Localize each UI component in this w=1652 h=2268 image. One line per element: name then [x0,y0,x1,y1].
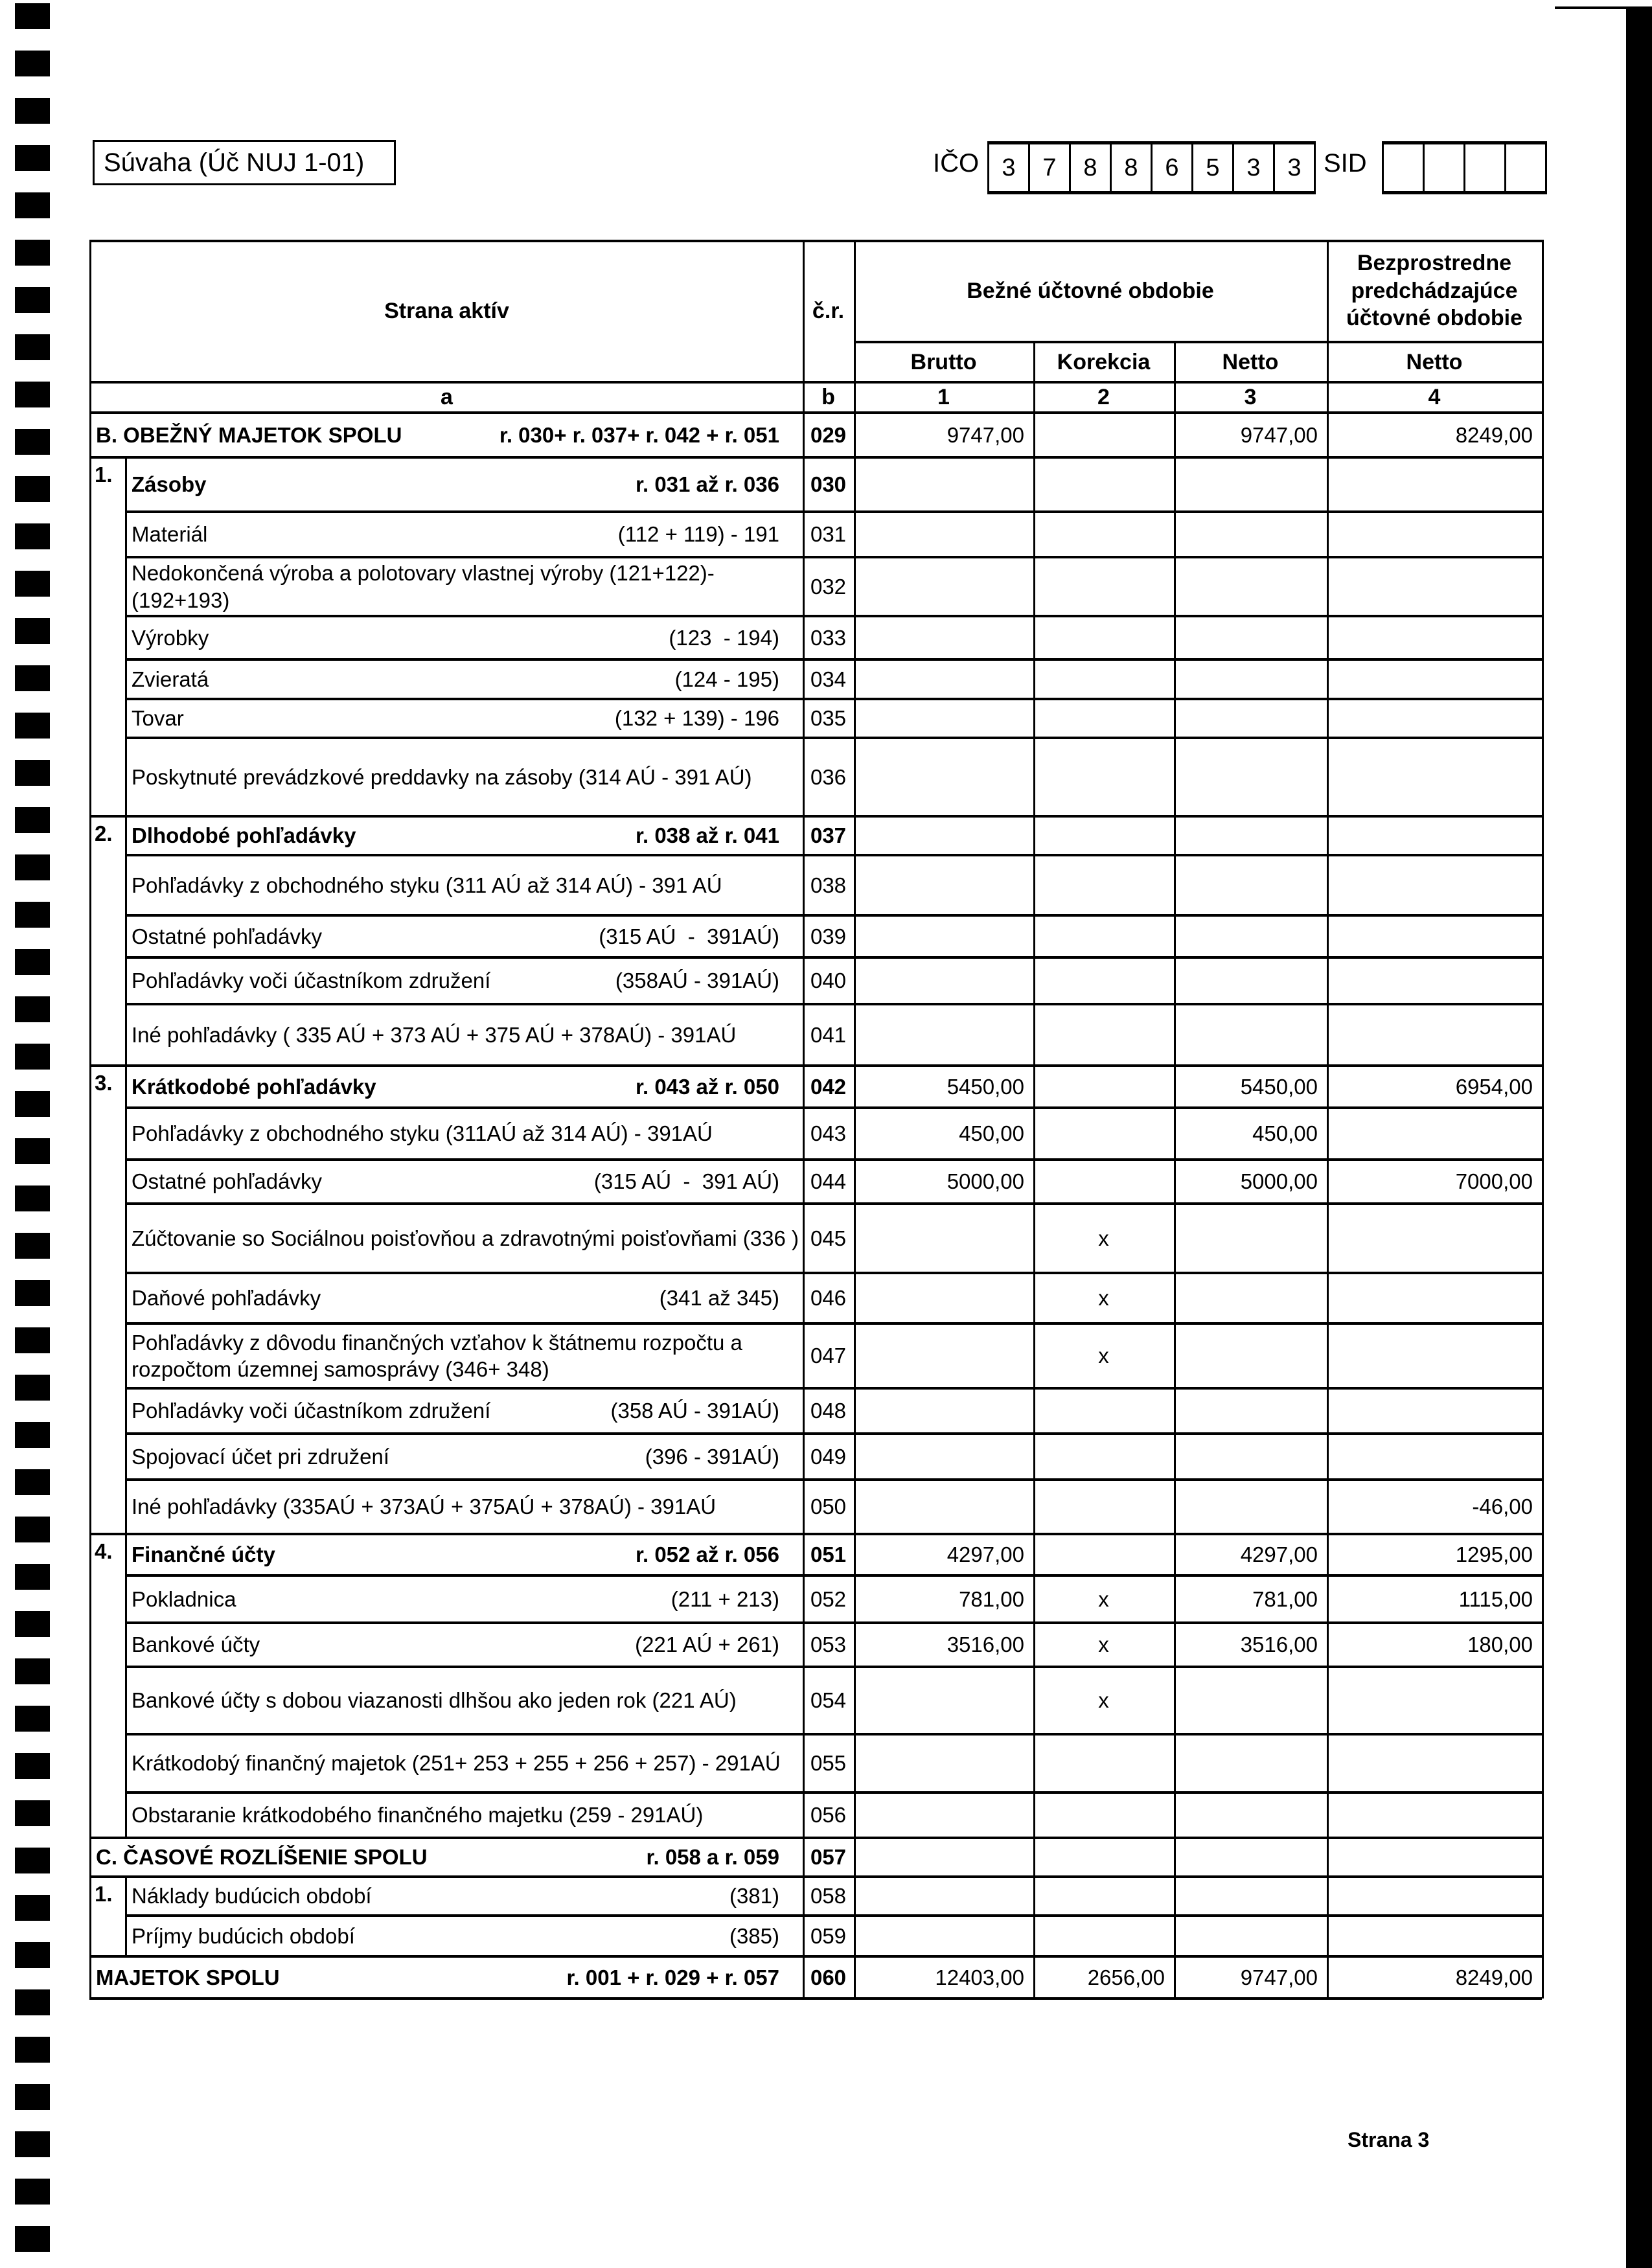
cell-netto[interactable]: 9747,00 [1240,422,1318,447]
cell-netto-prev[interactable] [1327,557,1542,616]
header-row-number: č.r. [812,298,845,323]
header-current-period: Bežné účtovné obdobie [967,278,1214,303]
cell-korekcia[interactable] [1033,816,1174,855]
cell-korekcia[interactable] [1033,1066,1174,1108]
cell-netto-prev[interactable]: 8249,00 [1455,422,1533,447]
cell-korekcia[interactable] [1033,616,1174,659]
cell-netto[interactable]: 3516,00 [1240,1632,1318,1657]
row-label-text: Dlhodobé pohľadávky [132,823,356,848]
row-label [128,1160,803,1204]
cell-korekcia[interactable] [1033,457,1174,512]
row-label-text: Iné pohľadávky ( 335 AÚ + 373 AÚ + 375 AÚ + 378AÚ) - 391AÚ [132,1022,737,1047]
digit-box[interactable]: 3 [989,144,1030,191]
index-3: 3 [1244,385,1257,410]
row-label-text: Príjmy budúcich období [132,1923,355,1948]
row-formula: (123 - 194) [669,625,779,650]
section-number: 4. [95,1539,113,1563]
row-label-text: Materiál [132,522,208,547]
cell-korekcia[interactable]: x [1098,1688,1109,1713]
cell-netto-prev[interactable] [1327,855,1542,915]
row-number: 053 [810,1632,847,1657]
row-label [128,1793,803,1838]
cell-korekcia[interactable] [1033,659,1174,699]
cell-brutto[interactable] [854,557,1033,616]
cell-netto-prev[interactable] [1327,1204,1542,1273]
digit-box[interactable]: 3 [1275,144,1316,191]
row-number: 029 [810,422,847,447]
cell-korekcia[interactable] [1033,512,1174,557]
row-label-text: C. ČASOVÉ ROZLÍŠENIE SPOLU [96,1845,428,1870]
cell-korekcia[interactable] [1033,1108,1174,1160]
row-label [128,738,803,816]
row-formula: (396 - 391AÚ) [645,1444,779,1469]
row-number: 059 [810,1923,847,1948]
cell-netto[interactable] [1174,659,1327,699]
row-label-text: Nedokončená výroba a polotovary vlastnej výroby (121+122)-(192+193) [132,561,715,612]
column-border [1542,240,1544,1999]
cell-brutto[interactable] [854,1793,1033,1838]
section-column-border [125,1066,127,1534]
cell-korekcia[interactable] [1033,413,1174,457]
cell-netto-prev[interactable]: 7000,00 [1455,1169,1533,1194]
cell-brutto[interactable] [854,699,1033,738]
row-label-text: Ostatné pohľadávky [132,924,322,948]
cell-korekcia[interactable] [1033,738,1174,816]
row-label [128,1108,803,1160]
cell-netto-prev[interactable] [1327,1838,1542,1877]
row-label-text: Tovar [132,706,184,731]
cell-netto[interactable] [1174,957,1327,1004]
cell-korekcia[interactable] [1033,855,1174,915]
section-column-border [125,457,127,816]
column-border [89,240,91,1999]
cell-netto[interactable] [1174,1434,1327,1480]
cell-korekcia[interactable] [1033,1160,1174,1204]
digit-box[interactable]: 7 [1030,144,1071,191]
cell-brutto[interactable]: 9747,00 [946,422,1024,447]
row-label-text: Pohľadávky z obchodného styku (311 AÚ až 314 AÚ) - 391 AÚ [132,873,722,897]
cell-brutto[interactable] [854,738,1033,816]
cell-netto-prev[interactable] [1327,1916,1542,1956]
row-label-text: Iné pohľadávky (335AÚ + 373AÚ + 375AÚ + 378AÚ) - 391AÚ [132,1495,717,1519]
cell-netto-prev[interactable] [1327,1667,1542,1734]
cell-korekcia[interactable] [1033,1838,1174,1877]
cell-netto-prev[interactable]: 1295,00 [1455,1542,1533,1567]
cell-brutto[interactable] [854,1838,1033,1877]
row-formula: (381) [729,1884,779,1908]
cell-korekcia[interactable]: x [1098,1586,1109,1611]
cell-korekcia[interactable] [1033,1793,1174,1838]
cell-netto-prev[interactable]: 1115,00 [1458,1586,1533,1611]
cell-netto[interactable] [1174,1273,1327,1323]
cell-korekcia[interactable] [1033,1534,1174,1575]
cell-netto-prev[interactable] [1327,1323,1542,1388]
cell-korekcia[interactable] [1033,1434,1174,1480]
cell-brutto[interactable]: 3516,00 [946,1632,1024,1657]
index-2: 2 [1097,385,1110,410]
header-netto-previous: Netto [1406,349,1463,374]
cell-netto-prev[interactable] [1327,957,1542,1004]
row-number: 032 [810,574,847,599]
row-formula: (358AÚ - 391AÚ) [615,968,779,993]
cell-netto[interactable]: 5000,00 [1240,1169,1318,1194]
row-label [92,1838,803,1877]
row-label [128,1623,803,1667]
row-label [128,1323,803,1388]
row-label-text: Pokladnica [132,1586,236,1611]
cell-korekcia[interactable] [1033,699,1174,738]
cell-brutto[interactable] [854,616,1033,659]
cell-korekcia[interactable]: x [1098,1632,1109,1657]
cell-netto-prev[interactable] [1327,1793,1542,1838]
row-label-text: Bankové účty [132,1632,260,1657]
row-label [128,1734,803,1793]
cell-brutto[interactable] [854,1734,1033,1793]
index-a: a [441,385,453,410]
header-korekcia: Korekcia [1057,349,1151,374]
row-label [128,557,803,616]
row-number: 031 [810,522,847,547]
row-formula: (124 - 195) [674,667,779,691]
cell-netto-prev[interactable] [1327,816,1542,855]
cell-netto[interactable] [1174,1734,1327,1793]
cell-korekcia[interactable] [1033,915,1174,957]
row-formula: r. 031 až r. 036 [635,472,779,497]
header-divider [854,341,1542,343]
cell-brutto[interactable] [854,457,1033,512]
digit-box[interactable]: 8 [1071,144,1112,191]
digit-box[interactable]: 3 [1234,144,1275,191]
cell-netto-prev[interactable] [1327,659,1542,699]
index-4: 4 [1428,385,1441,410]
section-column-border [125,1877,127,1956]
row-label [92,413,803,457]
cell-korekcia[interactable] [1033,1004,1174,1066]
digit-box[interactable]: 6 [1153,144,1193,191]
cell-brutto[interactable]: 12403,00 [935,1965,1024,1989]
cell-netto-prev[interactable] [1327,1734,1542,1793]
row-label-text: Pohľadávky z obchodného styku (311AÚ až 314 AÚ) - 391AÚ [132,1121,713,1146]
row-number: 039 [810,924,847,948]
cell-brutto[interactable]: 5450,00 [946,1074,1024,1099]
row-formula: (315 AÚ - 391AÚ) [599,924,779,948]
row-label-text: Pohľadávky z dôvodu finančných vzťahov k štátnemu rozpočtu a rozpočtom územnej samosprávy (346+ 348) [132,1330,742,1381]
row-number: 043 [810,1121,847,1146]
row-label-text: B. OBEŽNÝ MAJETOK SPOLU [96,422,402,447]
row-formula: (132 + 139) - 196 [614,706,779,731]
cell-netto[interactable] [1174,738,1327,816]
row-label [128,1877,803,1916]
table-border-bottom [89,1997,1542,2000]
cell-korekcia[interactable] [1033,1388,1174,1434]
cell-brutto[interactable]: 781,00 [959,1586,1024,1611]
cell-netto-prev[interactable] [1327,1273,1542,1323]
index-1: 1 [937,385,950,410]
cell-brutto[interactable] [854,1916,1033,1956]
row-label-text: Zúčtovanie so Sociálnou poisťovňou a zdravotnými poisťovňami (336 ) [132,1226,799,1250]
cell-brutto[interactable] [854,659,1033,699]
cell-korekcia[interactable]: x [1098,1344,1109,1368]
header-brutto: Brutto [910,349,977,374]
row-number: 042 [810,1074,847,1099]
cell-netto-prev[interactable] [1327,1877,1542,1916]
cell-korekcia[interactable] [1033,1877,1174,1916]
row-number: 054 [810,1688,847,1713]
row-label [128,1204,803,1273]
row-number: 051 [810,1542,847,1567]
row-label [128,957,803,1004]
cell-netto[interactable]: 450,00 [1252,1121,1318,1146]
cell-brutto[interactable] [854,512,1033,557]
index-b: b [821,385,835,410]
row-formula: (221 AÚ + 261) [635,1632,779,1657]
cell-brutto[interactable] [854,915,1033,957]
cell-brutto[interactable] [854,957,1033,1004]
row-formula: r. 001 + r. 029 + r. 057 [566,1965,779,1989]
cell-korekcia[interactable] [1033,1480,1174,1534]
cell-netto[interactable] [1174,1916,1327,1956]
cell-netto[interactable] [1174,1004,1327,1066]
row-formula: (315 AÚ - 391 AÚ) [593,1169,779,1194]
header-divider [89,381,1542,384]
page-number: Strana 3 [1348,2128,1430,2151]
row-number: 060 [810,1965,847,1989]
cell-netto[interactable] [1174,1323,1327,1388]
row-number: 050 [810,1495,847,1519]
row-formula: r. 030+ r. 037+ r. 042 + r. 051 [499,422,779,447]
ico-label: IČO [933,149,980,178]
row-label [128,1388,803,1434]
header-label: Strana aktív [384,298,509,323]
cell-brutto[interactable] [854,1204,1033,1273]
cell-brutto[interactable] [854,1273,1033,1323]
row-label-text: Výrobky [132,625,209,650]
section-number: 2. [95,821,113,845]
cell-netto[interactable]: 781,00 [1252,1586,1318,1611]
section-column-border [125,1534,127,1838]
table-border-top [89,240,1542,242]
row-label [128,915,803,957]
cell-brutto[interactable] [854,855,1033,915]
row-label-text: Zásoby [132,472,207,497]
row-number: 037 [810,823,847,848]
row-label-text: Finančné účty [132,1542,275,1567]
cell-korekcia[interactable]: x [1098,1226,1109,1250]
cell-netto[interactable] [1174,1667,1327,1734]
row-label [128,1273,803,1323]
cell-netto-prev[interactable] [1327,1434,1542,1480]
cell-korekcia[interactable] [1033,1916,1174,1956]
cell-netto[interactable]: 9747,00 [1240,1965,1318,1989]
row-label [128,1004,803,1066]
cell-brutto[interactable] [854,1434,1033,1480]
cell-netto[interactable] [1174,915,1327,957]
cell-korekcia[interactable] [1033,1734,1174,1793]
cell-netto-prev[interactable]: 6954,00 [1455,1074,1533,1099]
row-label-text: Bankové účty s dobou viazanosti dlhšou ako jeden rok (221 AÚ) [132,1688,737,1713]
row-formula: r. 038 až r. 041 [635,823,779,848]
row-label-text: MAJETOK SPOLU [96,1965,280,1989]
row-number: 030 [810,472,847,497]
cell-netto[interactable] [1174,1388,1327,1434]
row-label [128,699,803,738]
row-label-text: Krátkodobý finančný majetok (251+ 253 + 255 + 256 + 257) - 291AÚ [132,1751,781,1776]
row-label-text: Poskytnuté prevádzkové preddavky na zásoby (314 AÚ - 391 AÚ) [132,764,752,789]
row-label [128,457,803,512]
cell-netto[interactable] [1174,1204,1327,1273]
cell-netto[interactable] [1174,616,1327,659]
cell-brutto[interactable] [854,1388,1033,1434]
digit-box[interactable]: 5 [1193,144,1234,191]
row-label [128,1667,803,1734]
row-number: 044 [810,1169,847,1194]
cell-brutto[interactable] [854,816,1033,855]
cell-korekcia[interactable]: x [1098,1286,1109,1311]
row-formula: r. 043 až r. 050 [635,1074,779,1099]
cell-brutto[interactable] [854,1323,1033,1388]
cell-brutto[interactable] [854,1480,1033,1534]
row-number: 038 [810,873,847,897]
row-number: 047 [810,1344,847,1368]
sid-label: SID [1324,149,1367,178]
row-label [128,616,803,659]
row-number: 045 [810,1226,847,1250]
row-label [128,1480,803,1534]
row-label-text: Pohľadávky voči účastníkom združení [132,1399,491,1423]
cell-netto[interactable]: 5450,00 [1240,1074,1318,1099]
row-label-text: Ostatné pohľadávky [132,1169,322,1194]
row-formula: (358 AÚ - 391AÚ) [610,1399,779,1423]
row-label [128,1916,803,1956]
row-label [128,659,803,699]
header-netto: Netto [1222,349,1279,374]
row-number: 056 [810,1803,847,1827]
form-title: Súvaha (Úč NUJ 1-01) [93,140,396,185]
cell-netto-prev[interactable] [1327,1108,1542,1160]
row-formula: (211 + 213) [671,1586,779,1611]
cell-netto-prev[interactable] [1327,1004,1542,1066]
cell-korekcia[interactable] [1033,957,1174,1004]
cell-brutto[interactable] [854,1667,1033,1734]
cell-netto[interactable] [1174,699,1327,738]
row-label [128,1434,803,1480]
cell-netto[interactable] [1174,1793,1327,1838]
section-number: 3. [95,1071,113,1095]
row-label-text: Pohľadávky voči účastníkom združení [132,968,491,993]
row-formula: (112 + 119) - 191 [617,522,779,547]
cell-netto[interactable] [1174,1480,1327,1534]
row-label [92,1956,803,1999]
row-label [128,855,803,915]
row-number: 048 [810,1399,847,1423]
cell-netto-prev[interactable] [1327,915,1542,957]
cell-korekcia[interactable]: 2656,00 [1087,1965,1165,1989]
row-label [128,1066,803,1108]
row-number: 035 [810,706,847,731]
row-label [128,816,803,855]
row-label-text: Zvieratá [132,667,209,691]
row-label-text: Krátkodobé pohľadávky [132,1074,376,1099]
cell-netto[interactable] [1174,1877,1327,1916]
row-formula: r. 052 až r. 056 [635,1542,779,1567]
row-label-text: Spojovací účet pri združení [132,1444,390,1469]
row-number: 040 [810,968,847,993]
row-formula: (385) [729,1923,779,1948]
cell-netto[interactable] [1174,557,1327,616]
cell-netto-prev[interactable] [1327,1388,1542,1434]
row-label [128,512,803,557]
row-number: 058 [810,1884,847,1908]
header-previous-period: Bezprostredne predchádzajúce účtovné obdobie [1346,251,1522,331]
row-label [128,1534,803,1575]
cell-netto-prev[interactable] [1327,616,1542,659]
cell-brutto[interactable]: 4297,00 [946,1542,1024,1567]
row-number: 036 [810,764,847,789]
section-number: 1. [95,1882,113,1906]
cell-netto-prev[interactable]: 180,00 [1467,1632,1533,1657]
cell-brutto[interactable] [854,1004,1033,1066]
row-label-text: Obstaranie krátkodobého finančného majetku (259 - 291AÚ) [132,1803,704,1827]
section-column-border [125,816,127,1066]
cell-netto-prev[interactable] [1327,512,1542,557]
cell-brutto[interactable]: 5000,00 [946,1169,1024,1194]
row-number: 057 [810,1845,847,1870]
row-number: 033 [810,625,847,650]
row-number: 046 [810,1286,847,1311]
cell-netto-prev[interactable] [1327,699,1542,738]
row-number: 052 [810,1586,847,1611]
cell-netto[interactable] [1174,512,1327,557]
cell-netto[interactable] [1174,816,1327,855]
row-formula: r. 058 a r. 059 [646,1845,779,1870]
row-number: 049 [810,1444,847,1469]
cell-netto-prev[interactable]: -46,00 [1472,1495,1533,1519]
row-label-text: Náklady budúcich období [132,1884,372,1908]
row-number: 055 [810,1751,847,1776]
cell-netto[interactable] [1174,1838,1327,1877]
cell-netto[interactable] [1174,457,1327,512]
cell-netto[interactable]: 4297,00 [1240,1542,1318,1567]
row-formula: (341 až 345) [659,1286,779,1311]
cell-brutto[interactable] [854,1877,1033,1916]
row-number: 034 [810,667,847,691]
row-number: 041 [810,1022,847,1047]
row-label [128,1575,803,1623]
cell-netto-prev[interactable]: 8249,00 [1455,1965,1533,1989]
cell-netto[interactable] [1174,855,1327,915]
cell-netto-prev[interactable] [1327,738,1542,816]
section-number: 1. [95,463,113,487]
cell-netto-prev[interactable] [1327,457,1542,512]
digit-box[interactable]: 8 [1112,144,1153,191]
row-label-text: Daňové pohľadávky [132,1286,321,1311]
cell-brutto[interactable]: 450,00 [959,1121,1024,1146]
cell-korekcia[interactable] [1033,557,1174,616]
